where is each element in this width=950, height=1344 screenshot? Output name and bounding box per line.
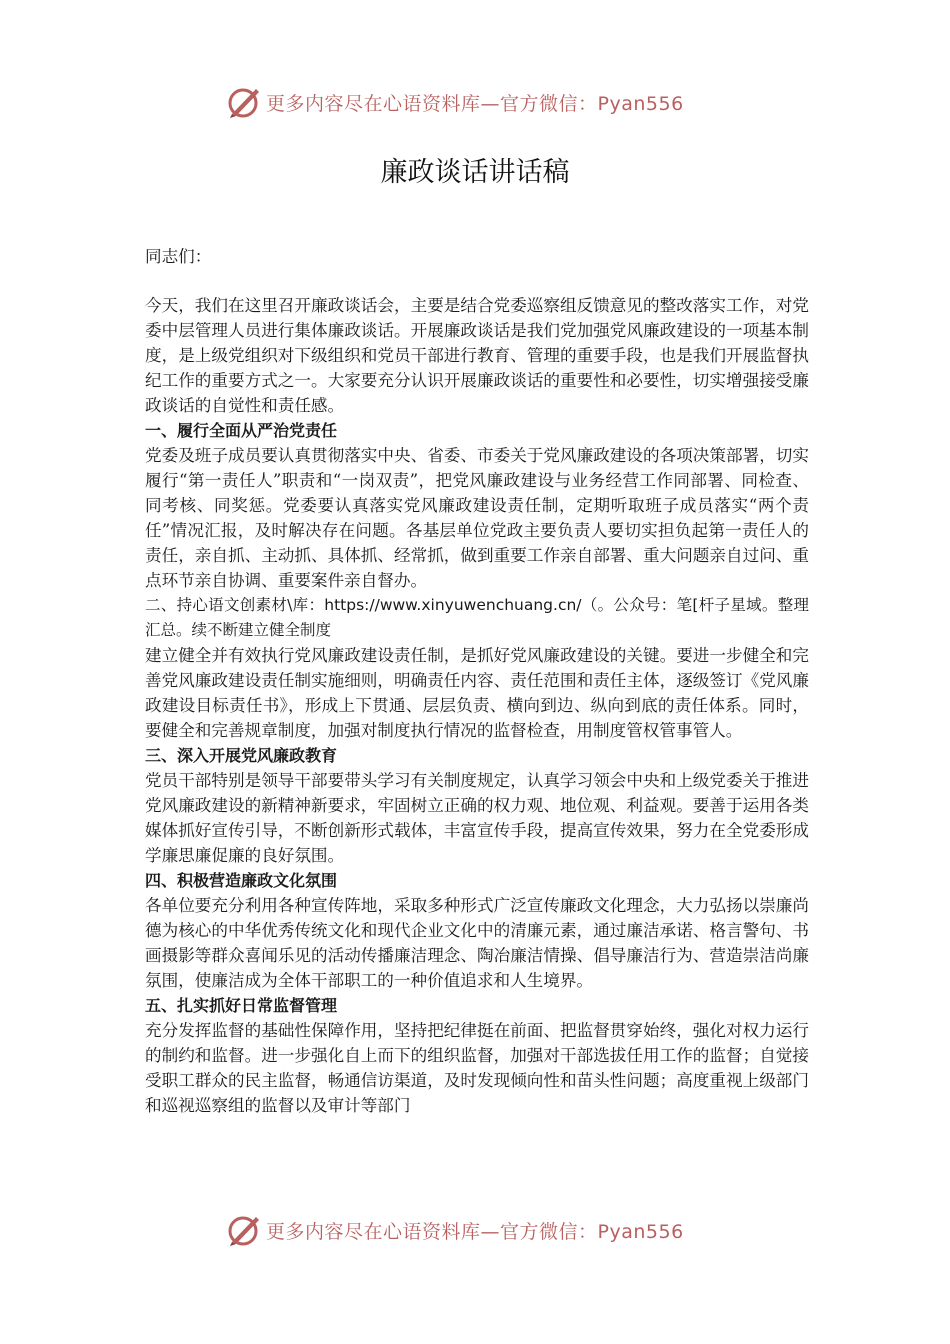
footer-watermark-banner bbox=[226, 1210, 746, 1250]
pen-logo-icon bbox=[226, 1212, 262, 1248]
banner-text: 更多内容尽在心语资料库—官方微信：Pyan556 bbox=[266, 1220, 684, 1243]
section-body-3: 党员干部特别是领导干部要带头学习有关制度规定，认真学习领会中央和上级党委关于推进党风廉政建设的新精神新要求，牢固树立正确的权力观、地位观、利益观。要善于运用各类媒体抓好宣传引导，不断创新形式载体，丰富宣传手段，提高宣传效果，努力在全党委形成学廉思廉促廉的良好氛围。 bbox=[145, 771, 809, 865]
section-body-5: 充分发挥监督的基础性保障作用，坚持把纪律挺在前面、把监督贯穿始终，强化对权力运行的制约和监督。进一步强化自上而下的组织监督，加强对干部选拔任用工作的监督；自觉接受职工群众的民主监督，畅通信访渠道，及时发现倾向性和苗头性问题；高度重视上级部门和巡视巡察组的监督以及审计等部门 bbox=[145, 1021, 809, 1115]
section-heading-3: 三、深入开展党风廉政教育 bbox=[145, 746, 338, 765]
document-title: 廉政谈话讲话稿 bbox=[380, 157, 570, 188]
pen-logo-icon bbox=[226, 84, 262, 120]
section-body-2: 建立健全并有效执行党风廉政建设责任制，是抓好党风廉政建设的关键。要进一步健全和完善党风廉政建设责任制实施细则，明确责任内容、责任范围和责任主体，逐级签订《党风廉政建设目标责任书》，形成上下贯通、层层负责、横向到边、纵向到底的责任体系。同时，要健全和完善规章制度，加强对制度执行情况的监督检查，用制度管权管事管人。 bbox=[145, 646, 809, 740]
greeting: 同志们： bbox=[145, 247, 212, 266]
section-heading-5: 五、扎实抓好日常监督管理 bbox=[145, 996, 338, 1015]
banner-text: 更多内容尽在心语资料库—官方微信：Pyan556 bbox=[266, 92, 684, 115]
document-body bbox=[145, 244, 809, 1118]
section-heading-1: 一、履行全面从严治党责任 bbox=[145, 421, 338, 440]
intro-paragraph: 今天，我们在这里召开廉政谈话会，主要是结合党委巡察组反馈意见的整改落实工作，对党委中层管理人员进行集体廉政谈话。开展廉政谈话是我们党加强党风廉政建设的一项基本制度，是上级党组织对下级组织和党员干部进行教育、管理的重要手段，也是我们开展监督执纪工作的重要方式之一。大家要充分认识开展廉政谈话的重要性和必要性，切实增强接受廉政谈话的自觉性和责任感。 bbox=[145, 296, 809, 415]
section-body-1: 党委及班子成员要认真贯彻落实中央、省委、市委关于党风廉政建设的各项决策部署，切实履行“第一责任人”职责和“一岗双责”，把党风廉政建设与业务经营工作同部署、同检查、同考核、同奖惩。党委要认真落实党风廉政建设责任制，定期听取班子成员落实“两个责任”情况汇报，及时解决存在问题。各基层单位党政主要负责人要切实担负起第一责任人的责任，亲自抓、主动抓、具体抓、经常抓，做到重要工作亲自部署、重大问题亲自过问、重点环节亲自协调、重要案件亲自督办。 bbox=[145, 446, 809, 590]
section-heading-2: 二、持心语文创素材\库：https://www.xinyuwenchuang.cn/（。公众号：笔[杆子星域。整理汇总。续不断建立健全制度 bbox=[145, 596, 809, 639]
section-body-4: 各单位要充分利用各种宣传阵地，采取多种形式广泛宣传廉政文化理念，大力弘扬以崇廉尚德为核心的中华优秀传统文化和现代企业文化中的清廉元素，通过廉洁承诺、格言警句、书画摄影等群众喜闻乐见的活动传播廉洁理念、陶冶廉洁情操、倡导廉洁行为、营造崇洁尚廉氛围，使廉洁成为全体干部职工的一种价值追求和人生境界。 bbox=[145, 896, 809, 990]
section-heading-4: 四、积极营造廉政文化氛围 bbox=[145, 871, 338, 890]
header-watermark-banner bbox=[226, 82, 746, 122]
